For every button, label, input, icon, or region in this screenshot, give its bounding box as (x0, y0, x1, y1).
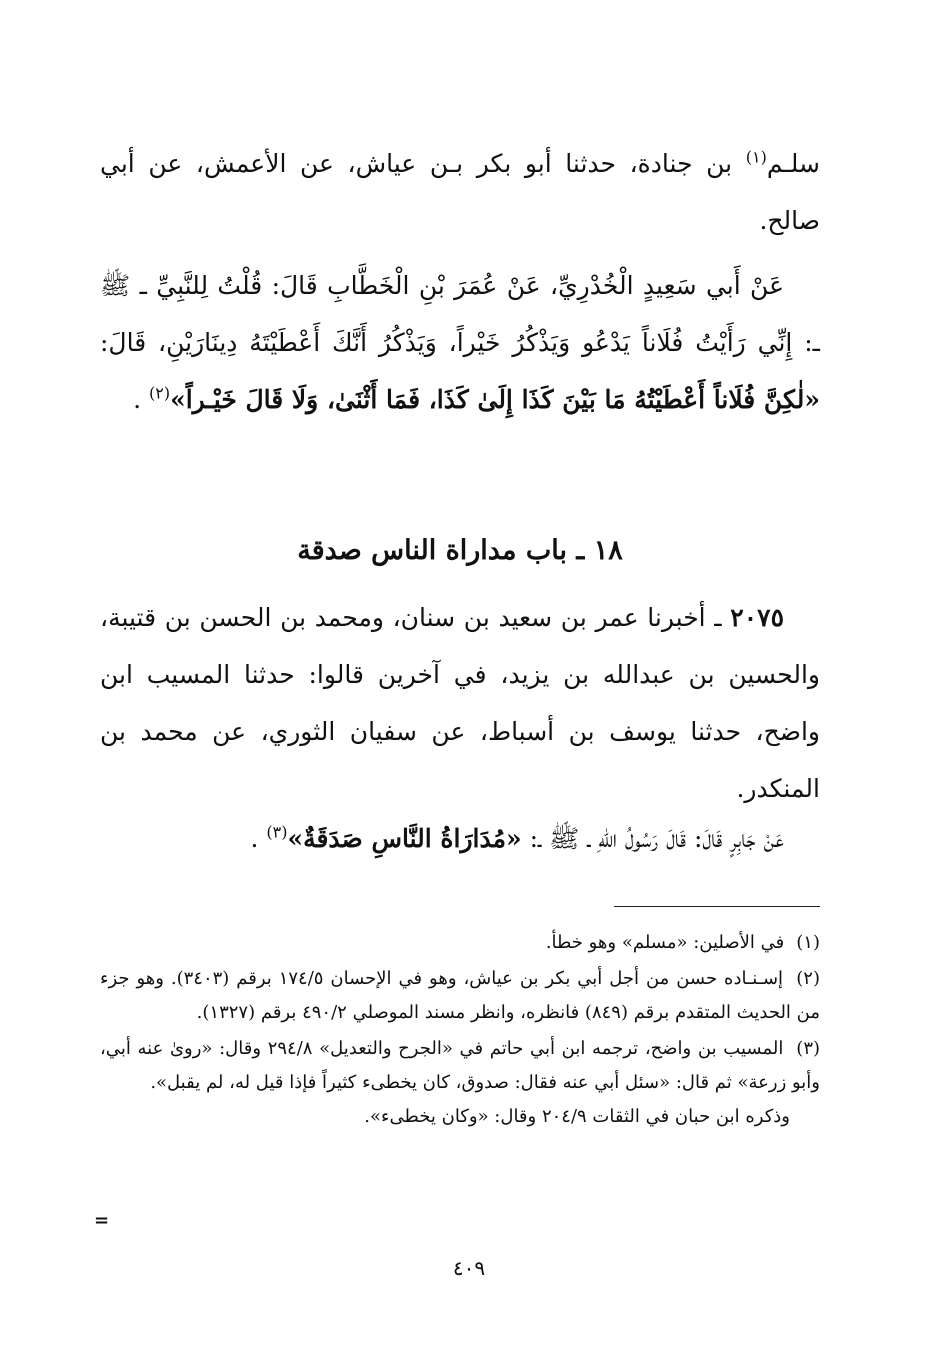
footnote-3-number: (٣) (796, 1038, 821, 1059)
hadith-1-end: . (133, 385, 149, 414)
hadith-2-quote: «مُدَارَاةُ النَّاسِ صَدَقَةٌ» (287, 824, 522, 853)
footnote-ref-3[interactable]: (٣) (266, 822, 288, 842)
narration-1-start: سلـم (766, 149, 820, 178)
footnote-3 (100, 1032, 820, 1134)
isnad-narration-2 (100, 589, 820, 817)
hadith-number: ٢٠٧٥ (730, 603, 784, 632)
hadith-1-paragraph (100, 257, 820, 428)
continuation-marker: = (94, 1210, 110, 1231)
footnote-1 (100, 926, 820, 960)
hadith-2-plain: عَنْ جَابِرٍ قَالَ: قَالَ رَسُولُ اللهِ ـ ﷺ ـ: (521, 824, 784, 853)
narration-1-rest: بن جنادة، حدثنا أبو بكر بـن عياش، عن الأعمش، عن أبي صالح. (100, 149, 820, 235)
narration-2-text: ـ أخبرنا عمر بن سعيد بن سنان، ومحمد بن الحسن بن قتيبة، والحسين بن عبدالله بن يزيد، في آخرين قالوا: حدثنا المسيب ابن واضح، حدثنا يوسف بن أسباط، عن سفيان الثوري، عن محمد بن المنكدر. (100, 603, 820, 803)
hadith-2-paragraph (100, 810, 820, 867)
hadith-1-plain: عَنْ أَبي سَعِيدٍ الْخُدْرِيِّ، عَنْ عُمَرَ بْنِ الْخَطَّابِ قَالَ: قُلْتُ لِلنَّبِيِّ ـ ﷺ ـ: إِنِّي رَأَيْتُ فُلَاناً يَدْعُو وَيَذْكُرُ خَيْراً، وَيَذْكُرُ أَنَّكَ أَعْطَيْتَهُ دِينَارَيْنِ، قَالَ: (100, 271, 820, 357)
footnote-ref-2[interactable]: (٢) (149, 383, 171, 403)
hadith-text-1 (100, 257, 820, 428)
footnote-2-number: (٢) (796, 968, 820, 989)
footnote-3-text: المسيب بن واضح، ترجمه ابن أبي حاتم في «الجرح والتعديل» ٢٩٤/٨ وقال: «روىٰ عنه أبي، وأبو زرعة» ثم قال: «سئل أبي عنه فقال: صدوق، كان يخطىء كثيراً فإذا قيل له، لم يقبل». (100, 1038, 820, 1093)
footnote-1-number: (١) (796, 932, 820, 953)
hadith-1-quote: «لٰكِنَّ فُلَاناً أَعْطَيْتُهُ مَا بَيْنَ كَذَا إِلَىٰ كَذَا، فَمَا أَثْنَىٰ، وَلَا قَالَ خَيْـراً» (170, 385, 820, 414)
footnote-1-text: في الأصلين: «مسلم» وهو خطأ. (545, 932, 785, 953)
footnote-ref-1[interactable]: (١) (745, 147, 767, 167)
footnote-2-text: إسـنـاده حسن من أجل أبي بكر بن عياش، وهو في الإحسان ١٧٤/٥ برقم (٣٤٠٣). وهو جزء من الحديث المتقدم برقم (٨٤٩) فانظره، وانظر مسند الموصلي ٤٩٠/٢ برقم (١٣٢٧). (100, 968, 820, 1023)
section-heading: ١٨ ـ باب مداراة الناس صدقة (297, 535, 623, 566)
footnotes-section (100, 926, 820, 1136)
footnote-2 (100, 962, 820, 1030)
narration-2-paragraph (100, 589, 820, 817)
footnote-3-continuation: وذكره ابن حبان في الثقات ٢٠٤/٩ وقال: «وكان يخطىء». (364, 1106, 790, 1127)
page-number: ٤٠٩ (452, 1256, 486, 1280)
narration-1-paragraph (100, 135, 820, 249)
hadith-text-2 (100, 810, 820, 867)
isnad-narration-1 (100, 135, 820, 249)
footnote-separator (614, 906, 820, 907)
hadith-2-end: . (250, 824, 267, 853)
